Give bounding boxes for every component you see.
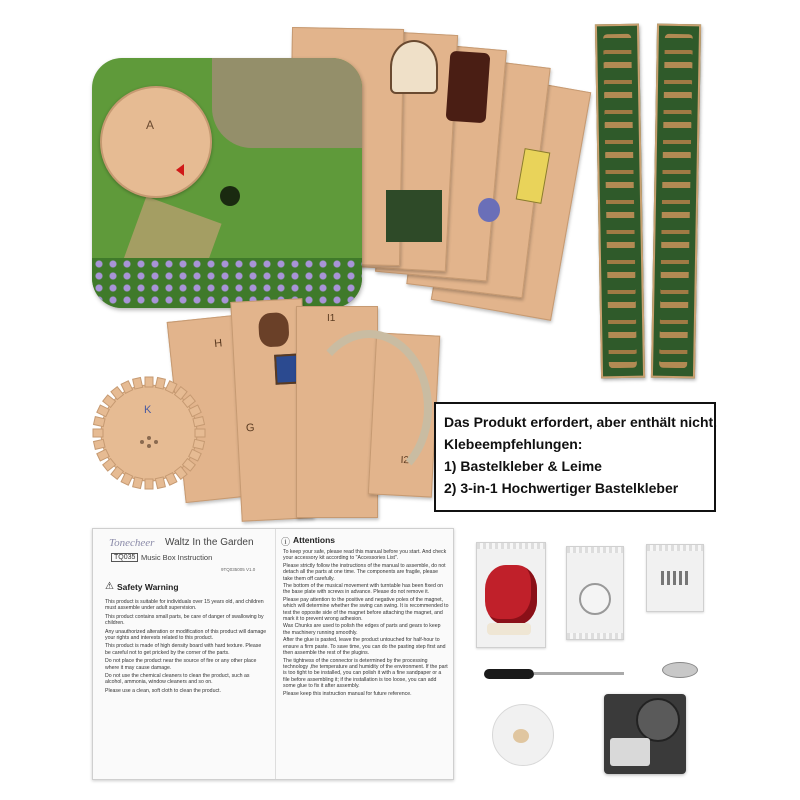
attention-item: Wax Chunks are used to polish the edges of parts and gears to keep the machinery running smoothly. <box>283 623 441 636</box>
warning-icon: ⚠ <box>105 581 114 592</box>
center-hole <box>220 186 240 206</box>
part-label-a: A <box>146 118 155 132</box>
safety-item: This product is suitable for individuals over 15 years old, and children must assemble under adult supervision. <box>105 599 264 612</box>
wax-container <box>492 704 554 766</box>
brand-logo: Tonecheer <box>109 537 155 549</box>
attention-item: After the glue is pasted, leave the product untouched for half-hour to ensure a firm paste. To save time, you can do the pasting step first and then assemble the rest of the plugins. <box>283 637 446 657</box>
screws <box>661 571 689 585</box>
accessory-bag-red-parts <box>476 542 546 648</box>
attentions-heading: Attentions <box>293 535 336 545</box>
turntable-disc-a <box>100 86 212 198</box>
safety-heading: Safety Warning <box>117 582 179 592</box>
red-arrow-marker <box>176 164 184 176</box>
green-strip-right <box>651 24 701 379</box>
notice-line-3: 1) Bastelkleber & Leime <box>444 458 602 474</box>
safety-item: This product contains small parts, be care of danger of swallowing by children. <box>105 613 264 627</box>
gear-icon <box>90 374 208 492</box>
dark-green-panel-part <box>386 190 442 242</box>
gear-k <box>90 374 208 492</box>
part-label-i2: I2 <box>400 454 410 467</box>
gear-tooth <box>145 479 153 489</box>
part-label-k: K <box>144 404 152 416</box>
glue-notice-box <box>434 402 716 512</box>
screwdriver-shaft <box>534 672 624 675</box>
curved-ring-track <box>306 330 432 486</box>
metal-knob <box>662 662 698 678</box>
info-icon: ⓘ <box>281 537 291 547</box>
music-movement <box>604 694 686 774</box>
notice-line-1: Das Produkt erfordert, aber enthält nicht. <box>444 414 718 430</box>
gear-tooth <box>145 377 153 387</box>
gear-tooth <box>155 477 165 489</box>
attention-item: Please pay attention to the positive and negative poles of the magnet, which will determine whether the swing can swing. It is recommended to test the opposite side of the magnet before attaching the magnet, and mark it to prevent wrong adhesion. <box>283 596 449 623</box>
version-code: 9TQ035005 V1.0 <box>221 567 256 572</box>
manual-right-page <box>277 529 453 779</box>
model-code: TQ035 <box>111 553 138 562</box>
attention-item: Please strictly follow the instructions of the manual to assemble, do not detach all the parts at one time. The components are fragile, please take them off carefully. <box>283 562 446 582</box>
screwdriver <box>484 668 624 680</box>
gear-tooth <box>155 378 165 390</box>
gear-tooth <box>94 417 106 427</box>
manual-left-page <box>93 529 276 779</box>
part-label-h: H <box>213 337 223 351</box>
red-parts <box>485 565 537 625</box>
blue-flower-part <box>478 198 500 222</box>
screwdriver-handle <box>484 669 534 679</box>
gear-tooth <box>93 429 103 437</box>
instruction-manual <box>92 528 454 780</box>
attentions-list <box>283 549 449 697</box>
brown-door-part <box>446 51 491 124</box>
attention-item: The bottom of the musical movement with turntable has been fixed on the base plate with screws in advance. Please do not remove it. <box>283 583 444 596</box>
cream-pieces <box>487 623 531 635</box>
music-movement-cylinder <box>610 738 650 766</box>
safety-item: Do not place the product near the source of fire or any other place where it may cause damage. <box>105 658 257 671</box>
notice-line-4: 2) 3-in-1 Hochwertiger Bastelkleber <box>444 480 679 496</box>
safety-item: Any unauthorized alteration or modification of this product will damage your rights and interests related to this product. <box>105 628 267 642</box>
safety-item: Do not use the chemical cleaners to clean the product, such as alcohol, ammonia, window cleaners and so on. <box>105 673 250 686</box>
gear-tooth <box>193 417 205 427</box>
accessory-bag-disc <box>566 546 624 640</box>
attention-item: The tightness of the connector is determined by the processing technology ,the temperature and humidity of the environment. If the part is too tight to be installed, you can polish it with a fine sandpaper or a file before assembling it; if the installation is too loose, you can add some glue to fix it after assembly. <box>283 657 448 690</box>
safety-item: Please use a clean, soft cloth to clean the product. <box>105 687 221 694</box>
notice-line-2: Klebeempfehlungen: <box>444 436 583 452</box>
wax-chunk <box>513 729 529 743</box>
part-label-i1: I1 <box>327 313 336 324</box>
green-strip-left <box>595 24 645 379</box>
product-title: Waltz In the Garden <box>165 537 254 548</box>
manual-subtitle: Music Box Instruction <box>141 553 213 562</box>
ornate-window-part <box>390 40 438 94</box>
accessory-bag-screws <box>646 544 704 612</box>
brown-bear-part <box>258 312 290 348</box>
gear-tooth <box>94 439 106 449</box>
gear-tooth <box>133 477 143 489</box>
music-movement-gear <box>636 698 680 742</box>
gear-tooth <box>195 429 205 437</box>
attention-item: To keep your safe, please read this manual before you start. And check your accessory kit according to "Accessories List". <box>283 549 447 562</box>
metal-disc <box>579 583 611 615</box>
stone-path <box>212 58 362 148</box>
flower-border <box>92 258 362 308</box>
gear-tooth <box>193 439 205 449</box>
safety-item: This product is made of high density board with hard texture. Please be careful not to get pricked by the corner of the parts. <box>105 643 262 656</box>
gear-tooth <box>133 378 143 390</box>
attention-item: Please keep this instruction manual for future reference. <box>283 690 412 697</box>
part-label-g: G <box>245 421 255 435</box>
safety-list <box>105 599 267 694</box>
